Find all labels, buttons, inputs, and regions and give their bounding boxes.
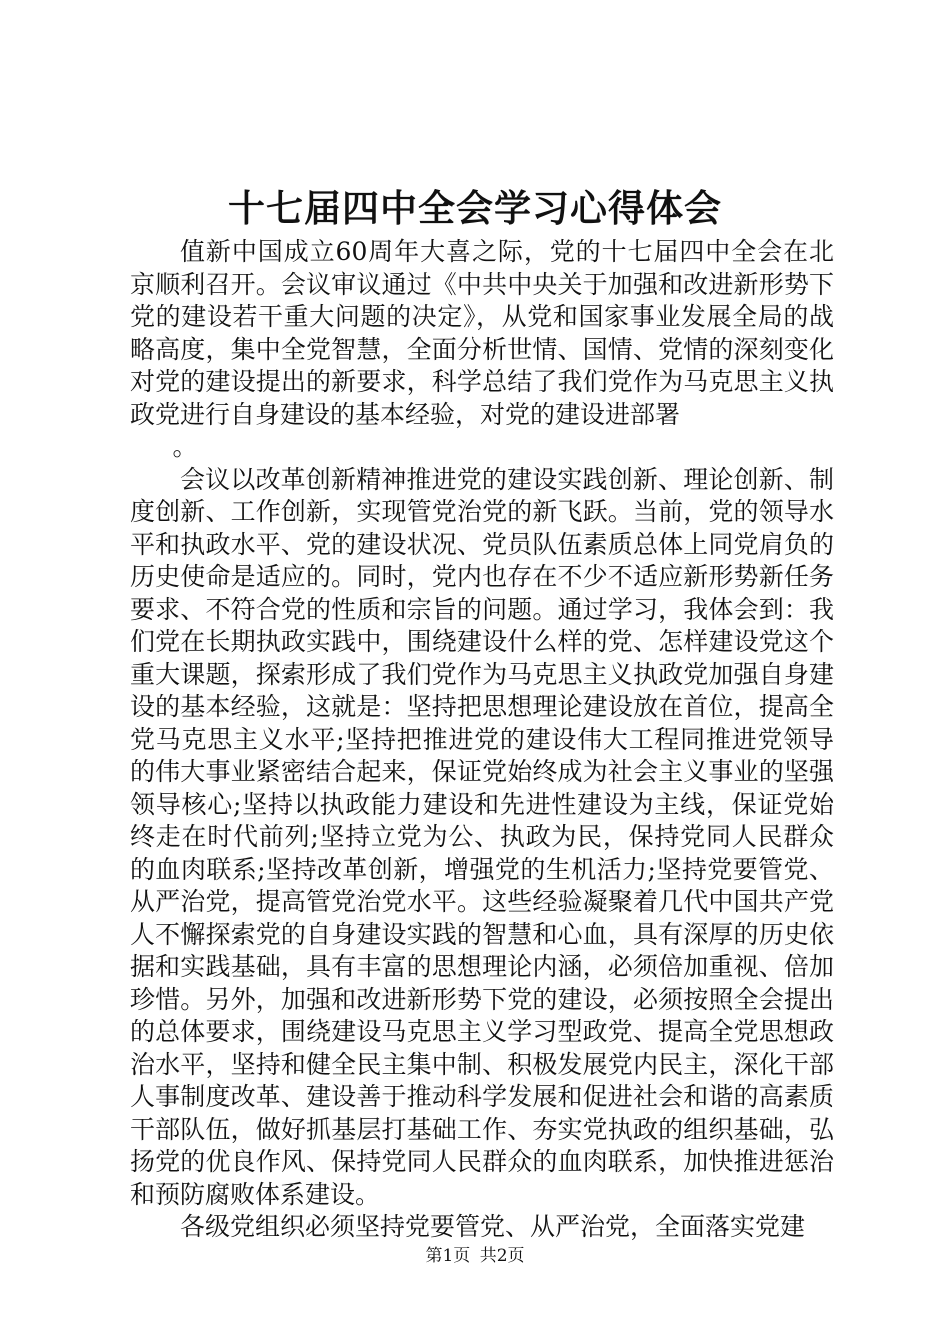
page-number-current: 第1页 [425, 1246, 471, 1266]
page-footer [0, 1244, 950, 1268]
paragraph-2: 会议以改革创新精神推进党的建设实践创新、理论创新、制度创新、工作创新，实现管党治党的新飞跃。当前，党的领导水平和执政水平、党的建设状况、党员队伍素质总体上同党肩负的历史使命是适应的。同时，党内也存在不少不适应新形势新任务要求、不符合党的性质和宗旨的问题。通过学习，我体会到：我们党在长期执政实践中，围绕建设什么样的党、怎样建设党这个重大课题，探索形成了我们党作为马克思主义执政党加强自身建设的基本经验，这就是：坚持把思想理论建设放在首位，提高全党马克思主义水平;坚持把推进党的建设伟大工程同推进党领导的伟大事业紧密结合起来，保证党始终成为社会主义事业的坚强领导核心;坚持以执政能力建设和先进性建设为主线，保证党始终走在时代前列;坚持立党为公、执政为民，保持党同人民群众的血肉联系;坚持改革创新，增强党的生机活力;坚持党要管党、从严治党，提高管党治党水平。这些经验凝聚着几代中国共产党人不懈探索党的自身建设实践的智慧和心血，具有深厚的历史依据和实践基础，具有丰富的思想理论内涵，必须倍加重视、倍加珍惜。另外，加强和改进新形势下党的建设，必须按照全会提出的总体要求，围绕建设马克思主义学习型政党、提高全党思想政治水平，坚持和健全民主集中制、积极发展党内民主，深化干部人事制度改革、建设善于推动科学发展和促进社会和谐的高素质干部队伍，做好抓基层打基础工作、夯实党执政的组织基础，弘扬党的优良作风、保持党同人民群众的血肉联系，加快推进惩治和预防腐败体系建设。 [130, 464, 834, 1209]
document-title: 十七届四中全会学习心得体会 [228, 186, 722, 230]
paragraph-1-tail: 。 [172, 432, 198, 461]
document-body [130, 236, 834, 1244]
page-number-total: 共2页 [479, 1246, 525, 1266]
paragraph-1: 值新中国成立60周年大喜之际，党的十七届四中全会在北京顺利召开。会议审议通过《中共中央关于加强和改进新形势下党的建设若干重大问题的决定》，从党和国家事业发展全局的战略高度，集中全党智慧，全面分析世情、国情、党情的深刻变化对党的建设提出的新要求，科学总结了我们党作为马克思主义执政党进行自身建设的基本经验，对党的建设进部署 [130, 237, 834, 429]
paragraph-3: 各级党组织必须坚持党要管党、从严治党，全面落实党建 [180, 1212, 806, 1241]
